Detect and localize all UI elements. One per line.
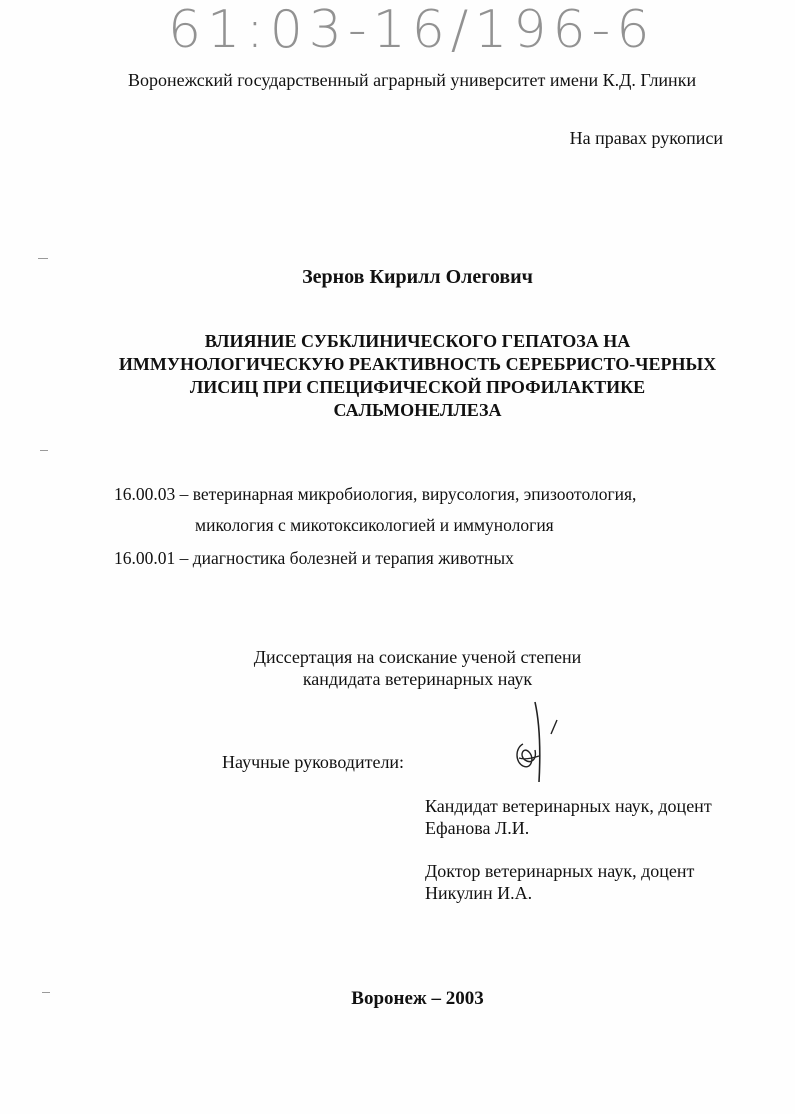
specialty-code-2: 16.00.01 – диагностика болезней и терапия животных bbox=[114, 548, 514, 568]
university-name: Воронежский государственный аграрный университет имени К.Д. Глинки bbox=[128, 70, 697, 90]
degree-statement bbox=[0, 646, 795, 690]
supervisor-2-name: Никулин И.А. bbox=[425, 883, 533, 903]
supervisor-2 bbox=[425, 860, 694, 904]
supervisor-1 bbox=[425, 795, 712, 839]
scan-artifact bbox=[40, 450, 48, 451]
supervisors-label: Научные руководители: bbox=[222, 752, 405, 772]
supervisor-1-title: Кандидат ветеринарных наук, доцент bbox=[425, 796, 712, 816]
supervisor-2-title: Доктор ветеринарных наук, доцент bbox=[425, 861, 695, 881]
thesis-title-line: ВЛИЯНИЕ СУБКЛИНИЧЕСКОГО ГЕПАТОЗА НА bbox=[204, 331, 631, 351]
degree-line-1: Диссертация на соискание ученой степени bbox=[253, 647, 582, 667]
scan-artifact bbox=[38, 258, 48, 259]
city-year: Воронеж – 2003 bbox=[351, 988, 484, 1009]
degree-line-2: кандидата ветеринарных наук bbox=[302, 669, 533, 689]
thesis-title-line: ИММУНОЛОГИЧЕСКУЮ РЕАКТИВНОСТЬ СЕРЕБРИСТО-ЧЕРНЫХ bbox=[118, 354, 717, 374]
thesis-title-line: САЛЬМОНЕЛЛЕЗА bbox=[333, 400, 502, 420]
specialty-code-1: 16.00.03 – ветеринарная микробиология, вирусология, эпизоотология, bbox=[114, 484, 637, 504]
archive-code-handwritten: 61:03-16/196-6 bbox=[168, 0, 656, 60]
manuscript-rights-note: На правах рукописи bbox=[569, 128, 723, 148]
scan-artifact bbox=[42, 992, 50, 993]
thesis-title bbox=[0, 330, 795, 422]
specialty-code-1-continued: микология с микотоксикологией и иммунология bbox=[195, 515, 554, 535]
author-name: Зернов Кирилл Олегович bbox=[302, 266, 533, 288]
supervisor-1-name: Ефанова Л.И. bbox=[425, 818, 530, 838]
thesis-title-line: ЛИСИЦ ПРИ СПЕЦИФИЧЕСКОЙ ПРОФИЛАКТИКЕ bbox=[189, 377, 646, 397]
signature-mark bbox=[505, 700, 565, 790]
